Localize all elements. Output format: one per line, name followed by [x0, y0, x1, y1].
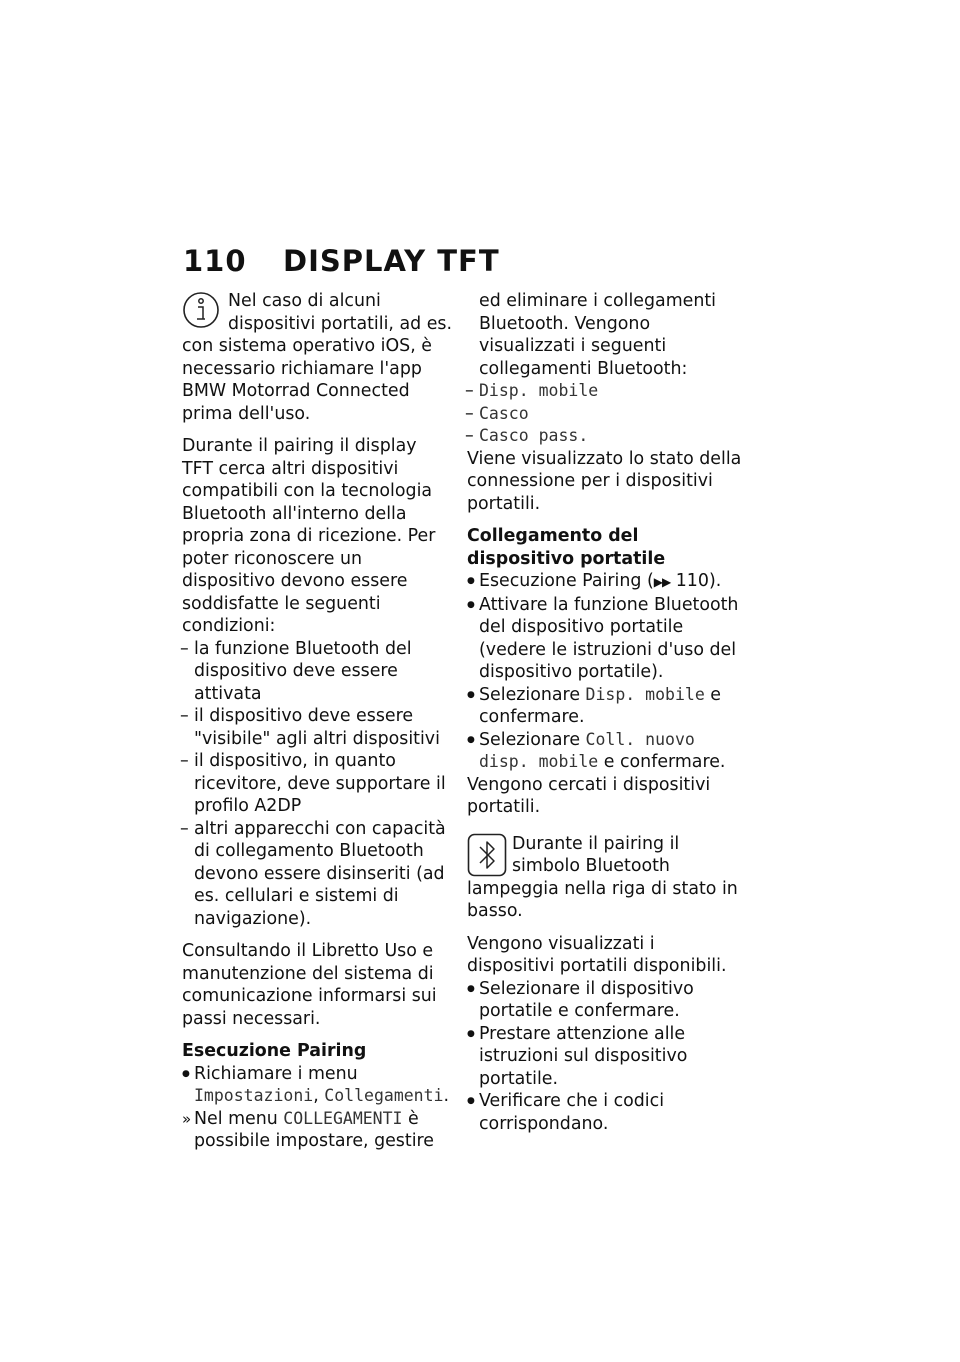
separator: , — [313, 1086, 325, 1106]
page-title: DISPLAY TFT — [283, 244, 500, 278]
manual-text: Consultando il Libretto Uso e manutenzione del sistema di comunicazione informarsi sui passi necessari. — [182, 941, 437, 1029]
step-suffix: ). — [708, 571, 722, 591]
left-column — [182, 290, 452, 1153]
step-text: Esecuzione Pairing ( — [479, 571, 654, 591]
info-icon — [182, 290, 222, 332]
list-item — [467, 380, 742, 403]
result-suffix: è possibile impostare, gestire — [194, 1108, 434, 1151]
page-header — [183, 244, 500, 278]
list-item: – il dispositivo, in quanto ricevitore, deve supportare il profilo A2DP — [182, 750, 452, 818]
list-item — [467, 570, 742, 594]
search-text: Vengono cercati i dispositivi portatili. — [467, 774, 711, 817]
bluetooth-note — [467, 833, 742, 923]
pairing-intro: Durante il pairing il display TFT cerca altri dispositivi compatibili con la tecnologia Bluetooth all'interno della propria zona di ricezione. Per poter riconoscere un dispositivo devono essere soddisfatte le seguenti condizioni: — [182, 436, 436, 636]
step-text: Selezionare — [479, 729, 586, 750]
connect-steps — [467, 570, 742, 774]
available-text: Vengono visualizzati i dispositivi portatili disponibili. — [467, 933, 727, 976]
list-item: ● Verificare che i codici corrispondano. — [467, 1090, 742, 1135]
step-text: Selezionare — [479, 684, 586, 705]
arrow-right-icon: ▶▶ — [653, 575, 671, 589]
final-steps — [467, 978, 742, 1136]
list-item — [182, 1063, 452, 1108]
list-item: ● Prestare attenzione alle istruzioni sul dispositivo portatile. — [467, 1023, 742, 1091]
section-title-connect: Collegamento del dispositivo portatile — [467, 526, 666, 569]
menu-collegamenti-caps: COLLEGAMENTI — [283, 1108, 403, 1128]
list-item — [467, 684, 742, 729]
menu-coll-nuovo: Coll. nuovo disp. mobile — [479, 729, 695, 771]
step-suffix: e confermare. — [479, 684, 721, 727]
menu-collegamenti: Collegamenti — [324, 1086, 444, 1105]
status-text: Viene visualizzato lo stato della connessione per i dispositivi portatili. — [467, 448, 742, 514]
bluetooth-icon — [467, 833, 507, 877]
bt-note-text: Durante il pairing il simbolo Bluetooth lampeggia nella riga di stato in basso. — [467, 833, 738, 921]
list-item — [467, 425, 742, 448]
list-item — [467, 729, 742, 774]
continuation-text: ed eliminare i collegamenti Bluetooth. Vengono visualizzati i seguenti collegamenti Bluetooth: — [479, 291, 717, 379]
list-item: – altri apparecchi con capacità di collegamento Bluetooth devono essere disinseriti (ad es. cellulari e sistemi di navigazione). — [182, 818, 452, 931]
step-suffix: e confermare. — [598, 752, 726, 772]
step-text: Richiamare i menu — [194, 1063, 358, 1084]
list-item: ● Selezionare il dispositivo portatile e confermare. — [467, 978, 742, 1023]
step-suffix: . — [443, 1086, 450, 1106]
info-note — [182, 290, 452, 425]
menu-disp-mobile: Disp. mobile — [585, 684, 705, 704]
list-item: – la funzione Bluetooth del dispositivo deve essere attivata — [182, 638, 452, 706]
result-text: Nel menu — [194, 1108, 284, 1129]
connection-casco-pass: Casco pass. — [479, 426, 589, 445]
conditions-list — [182, 638, 452, 931]
right-column — [467, 290, 742, 1135]
connection-disp-mobile: Disp. mobile — [479, 381, 599, 400]
pairing-steps — [182, 1063, 452, 1153]
page-reference: 110 — [675, 571, 709, 591]
list-item: ● Attivare la funzione Bluetooth del dispositivo portatile (vedere le istruzioni d'uso del dispositivo portatile). — [467, 594, 742, 684]
note-text: Nel caso di alcuni dispositivi portatili, ad es. con sistema operativo iOS, è necessario richiamare l'app BMW Motorrad Connected prima dell'uso. — [182, 291, 452, 424]
connection-casco: Casco — [479, 403, 529, 423]
connections-list — [467, 380, 742, 448]
result-item — [182, 1108, 452, 1153]
page-number: 110 — [183, 244, 247, 278]
menu-impostazioni: Impostazioni — [194, 1086, 314, 1105]
section-title-pairing: Esecuzione Pairing — [182, 1041, 367, 1061]
list-item — [467, 403, 742, 426]
list-item: – il dispositivo deve essere "visibile" agli altri dispositivi — [182, 705, 452, 750]
